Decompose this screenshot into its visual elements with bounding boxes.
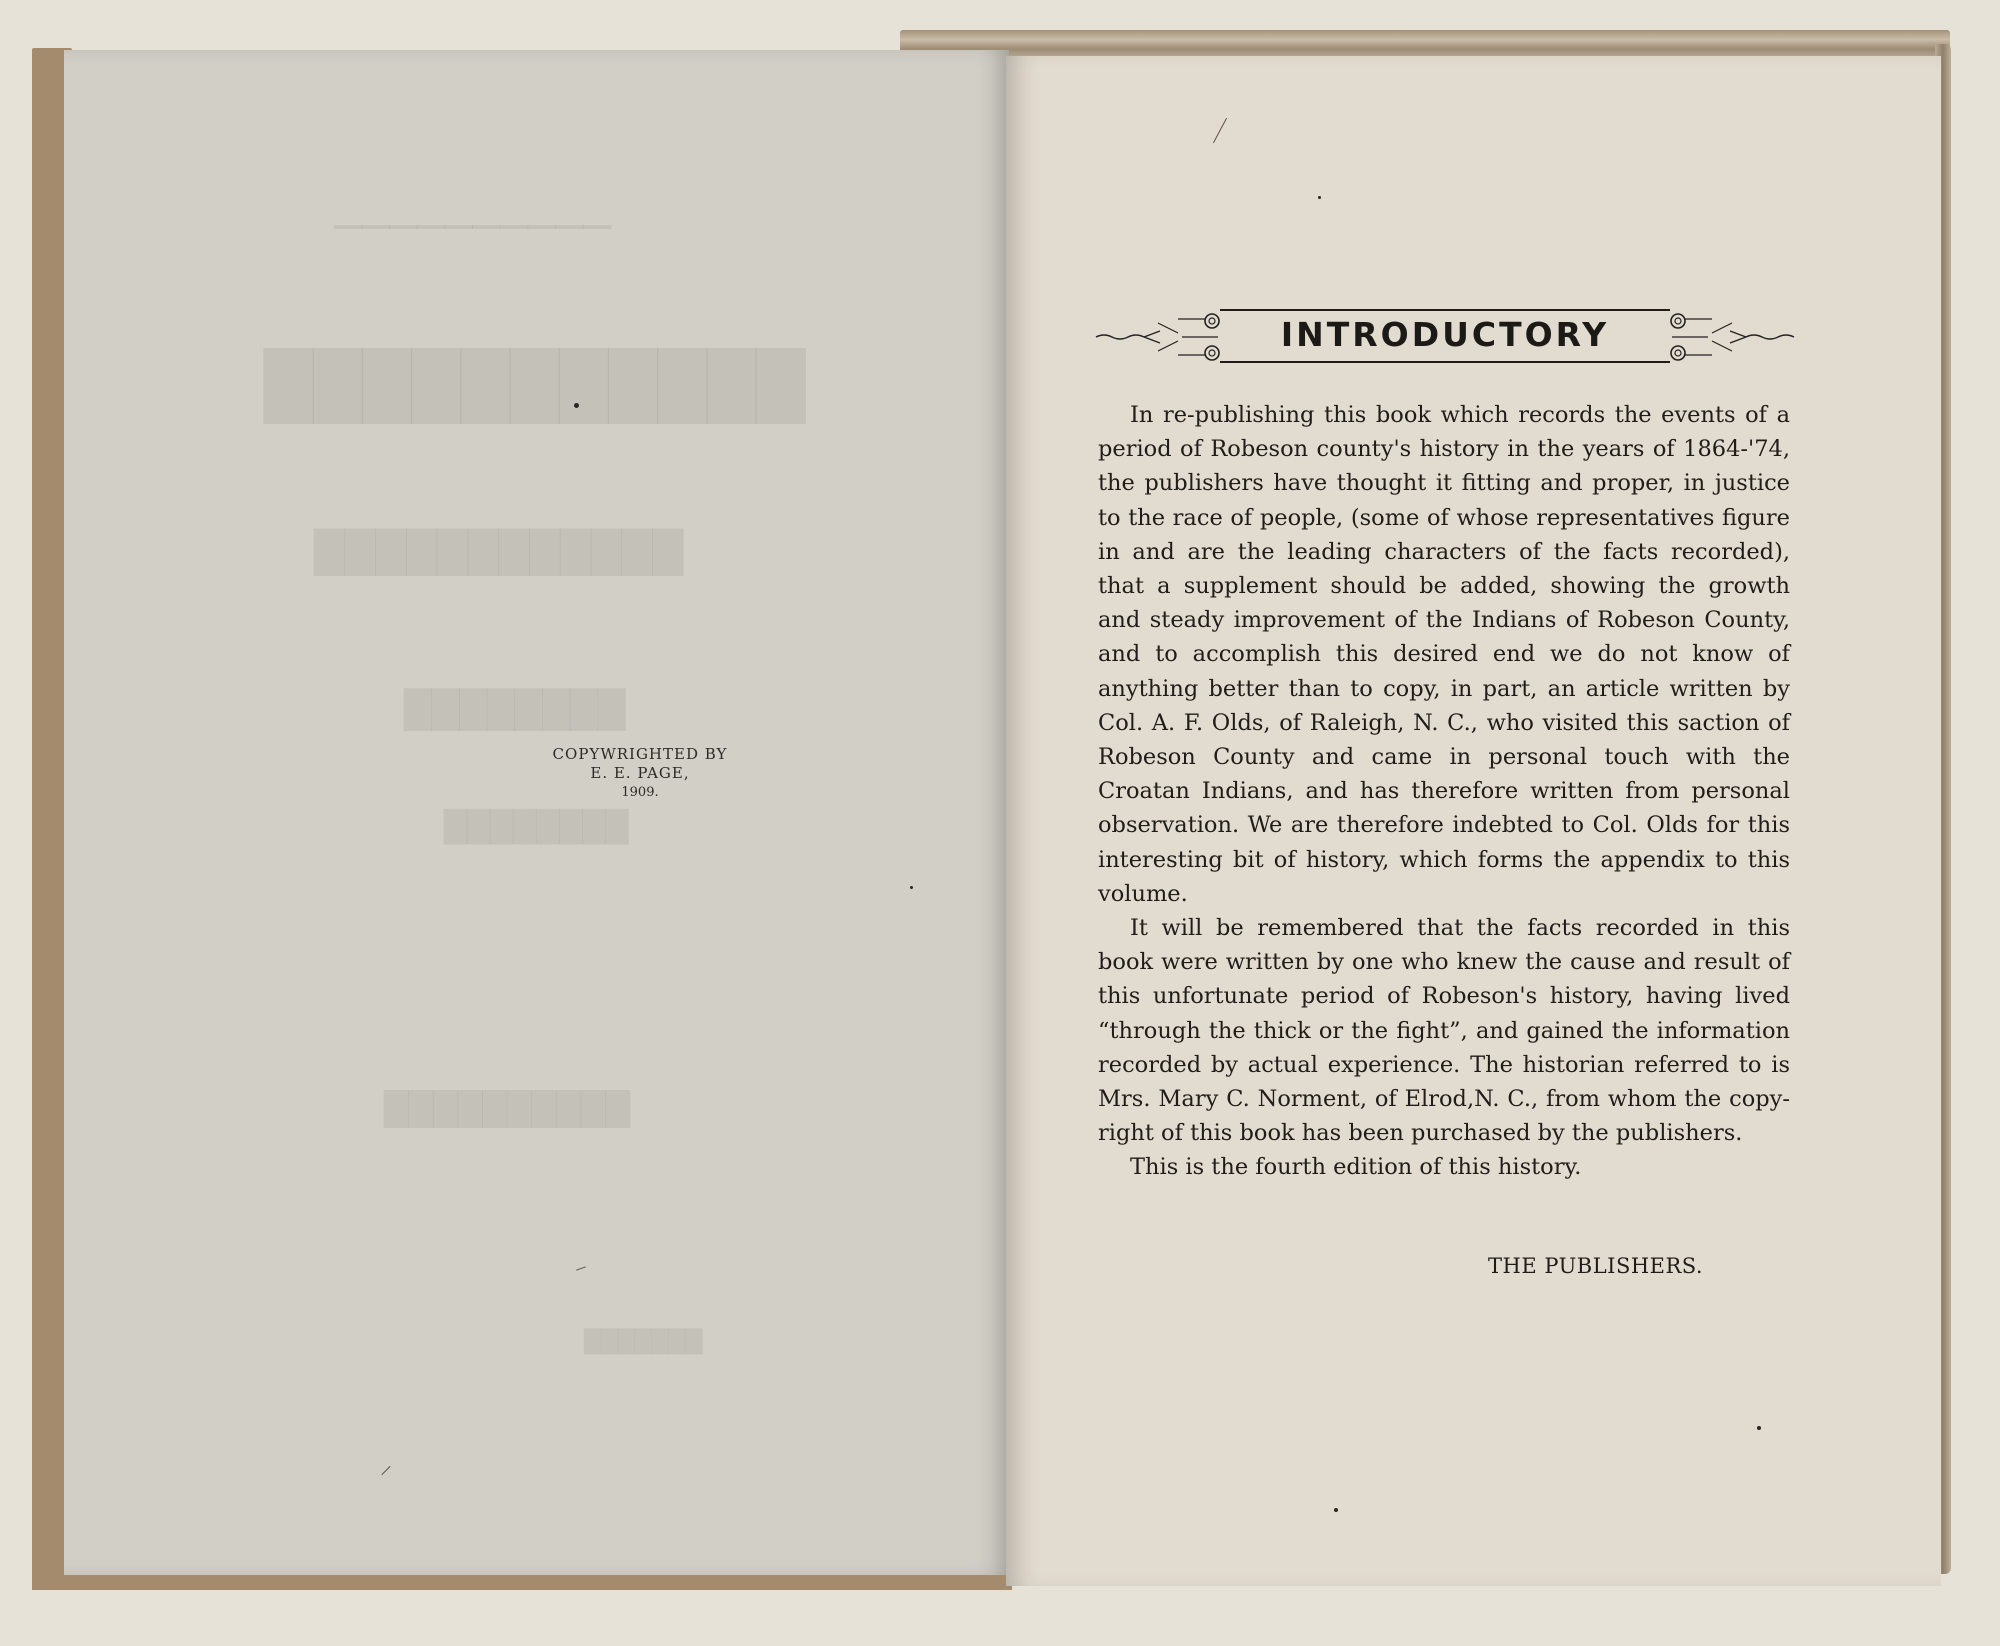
heading-rule-top xyxy=(1220,309,1670,311)
paragraph: It will be remembered that the facts recorded in this book were written by one who knew the cause and result of this unfortunate period of Robeson's history, having lived “through the thick or the fight”, and gained the information recorded by actual experience. The historian referred to is Mrs. Mary C. Norment, of Elrod,N. C., from whom the copy-right of this book has been purchased by the publishers. xyxy=(1098,915,1790,1147)
paragraph: This is the fourth edition of this history. xyxy=(1130,1154,1582,1181)
heading-rule-bottom xyxy=(1220,361,1670,363)
paper-speck xyxy=(1757,1426,1761,1430)
introductory-heading-block xyxy=(1100,305,1790,367)
scroll-ornament-icon xyxy=(1094,307,1224,365)
copyright-notice xyxy=(440,745,840,802)
paper-speck xyxy=(1318,196,1321,199)
introductory-text xyxy=(1098,398,1790,1185)
paragraph: In re-publishing this book which records the events of a period of Robeson county's history in the years of 1864-'74, the publishers have thought it fitting and proper, in justice to the race of people, (some of whose representatives figure in and are the leading characters of the facts recorded), that a supplement should be added, showing the growth and steady improvement of the Indians of Robeson County, and to accomplish this desired end we do not know of anything better than to copy, in part, an article written by Col. A. F. Olds, of Raleigh, N. C., who visited this saction of Robeson County and came in personal touch with the Croatan Indians, and has therefore written from personal observation. We are therefore indebted to Col. Olds for this interesting bit of history, which forms the appendix to this volume. xyxy=(1098,402,1790,907)
paper-speck xyxy=(574,403,579,408)
page-heading: INTRODUCTORY xyxy=(1280,315,1610,354)
signature: THE PUBLISHERS. xyxy=(1488,1254,1704,1278)
paper-speck xyxy=(910,886,913,889)
left-page xyxy=(64,50,1009,1575)
paper-speck xyxy=(1334,1508,1338,1512)
copyright-line-2: E. E. PAGE, xyxy=(590,764,690,782)
copyright-line-1: COPYWRIGHTED BY xyxy=(552,745,728,763)
copyright-year: 1909. xyxy=(621,785,659,800)
scroll-ornament-icon xyxy=(1666,307,1796,365)
